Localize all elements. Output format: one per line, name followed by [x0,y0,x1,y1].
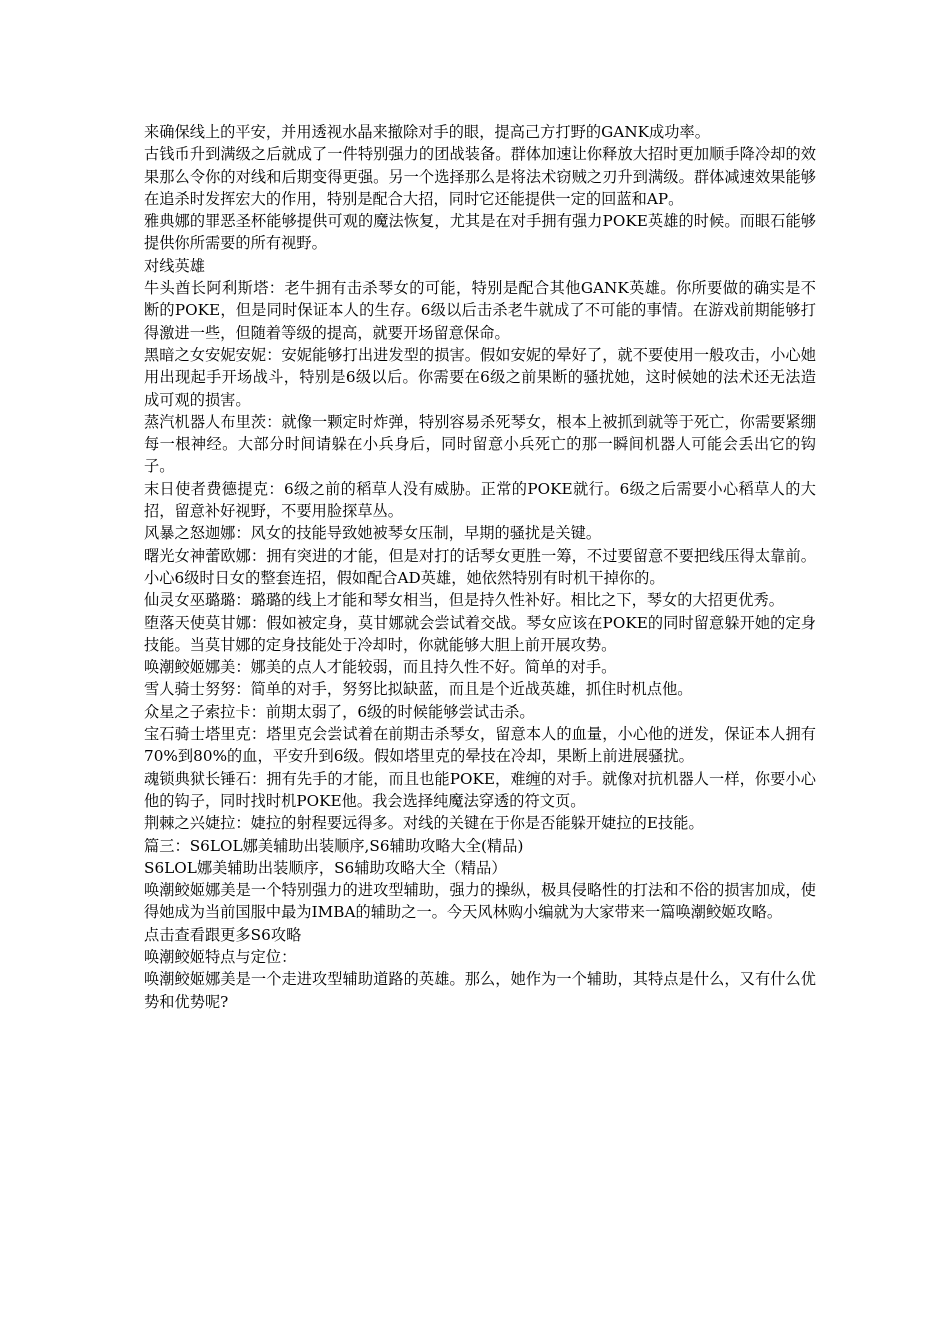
paragraph: 风暴之怒迦娜：风女的技能导致她被琴女压制，早期的骚扰是关键。 [144,524,602,543]
section-heading: 唤潮鲛姬特点与定位： [144,947,297,966]
paragraph: 宝石骑士塔里克：塔里克会尝试着在前期击杀琴女，留意本人的血量，小心他的迸发，保证本人拥有70%到80%的血，平安升到6级。假如塔里克的晕技在冷却，果断上前进展骚扰。 [144,725,816,766]
paragraph: 魂锁典狱长锤石：拥有先手的才能，而且也能POKE，难缠的对手。就像对抗机器人一样，你要小心他的钩子，同时找时机POKE他。我会选择纯魔法穿透的符文页。 [144,769,816,810]
article-title: 篇三：S6LOL娜美辅助出装顺序,S6辅助攻略大全(精品) [144,836,524,855]
paragraph: 荆棘之兴婕拉：婕拉的射程要远得多。对线的关键在于你是否能躲开婕拉的E技能。 [144,814,704,833]
paragraph: 黑暗之女安妮安妮：安妮能够打出进发型的损害。假如安妮的晕好了，就不要使用一般攻击，小心她用出现起手开场战斗，特别是6级以后。你需要在6级之前果断的骚扰她，这时候她的法术还无法造成可观的损害。 [144,345,816,409]
paragraph: 末日使者费德提克：6级之前的稻草人没有威胁。正常的POKE就行。6级之后需要小心稻草人的大招，留意补好视野，不要用脸探草丛。 [144,479,816,521]
paragraph: 雅典娜的罪恶圣杯能够提供可观的魔法恢复，尤其是在对手拥有强力POKE英雄的时候。而眼石能够提供你所需要的所有视野。 [144,212,816,253]
paragraph: 唤潮鲛姬娜美是一个特别强力的进攻型辅助，强力的操纵，极具侵略性的打法和不俗的损害加成，使得她成为当前国服中最为IMBA的辅助之一。今天风林购小编就为大家带来一篇唤潮鲛姬攻略。 [144,881,816,922]
section-heading: 对线英雄 [144,256,205,275]
document-body [144,121,816,1013]
more-guides-text: 点击查看跟更多S6攻略 [144,925,302,944]
paragraph: 唤潮鲛姬娜美是一个走进攻型辅助道路的英雄。那么，她作为一个辅助，其特点是什么，又有什么优势和优势呢? [144,970,816,1011]
article-subtitle: S6LOL娜美辅助出装顺序，S6辅助攻略大全（精品） [144,858,507,877]
paragraph: 蒸汽机器人布里茨：就像一颗定时炸弹，特别容易杀死琴女，根本上被抓到就等于死亡，你需要紧绷每一根神经。大部分时间请躲在小兵身后，同时留意小兵死亡的那一瞬间机器人可能会丢出它的钩子。 [144,412,816,476]
paragraph: 众星之子索拉卡：前期太弱了，6级的时候能够尝试击杀。 [144,702,535,721]
paragraph: 曙光女神蕾欧娜：拥有突进的才能，但是对打的话琴女更胜一筹，不过要留意不要把线压得太靠前。小心6级时日女的整套连招，假如配合AD英雄，她依然特别有时机干掉你的。 [144,546,816,587]
paragraph: 古钱币升到满级之后就成了一件特别强力的团战装备。群体加速让你释放大招时更加顺手降冷却的效果那么令你的对线和后期变得更强。另一个选择那么是将法术窃贼之刃升到满级。群体减速效果能够在追杀时发挥宏大的作用，特别是配合大招，同时它还能提供一定的回蓝和AP。 [144,145,816,208]
paragraph: 来确保线上的平安，并用透视水晶来撤除对手的眼，提高己方打野的GANK成功率。 [144,123,711,141]
paragraph: 唤潮鲛姬娜美：娜美的点人才能较弱，而且持久性不好。简单的对手。 [144,658,617,677]
paragraph: 牛头酋长阿利斯塔：老牛拥有击杀琴女的可能，特别是配合其他GANK英雄。你所要做的确实是不断的POKE，但是同时保证本人的生存。6级以后击杀老牛就成了不可能的事情。在游戏前期能够打得激进一些，但随着等级的提高，就要开场留意保命。 [144,279,816,342]
paragraph: 仙灵女巫璐璐：璐璐的线上才能和琴女相当，但是持久性补好。相比之下，琴女的大招更优秀。 [144,591,784,610]
paragraph: 雪人骑士努努：简单的对手，努努比拟缺蓝，而且是个近战英雄，抓住时机点他。 [144,680,693,699]
paragraph: 堕落天使莫甘娜：假如被定身，莫甘娜就会尝试着交战。琴女应该在POKE的同时留意躲开她的定身技能。当莫甘娜的定身技能处于冷却时，你就能够大胆上前开展攻势。 [144,613,816,654]
